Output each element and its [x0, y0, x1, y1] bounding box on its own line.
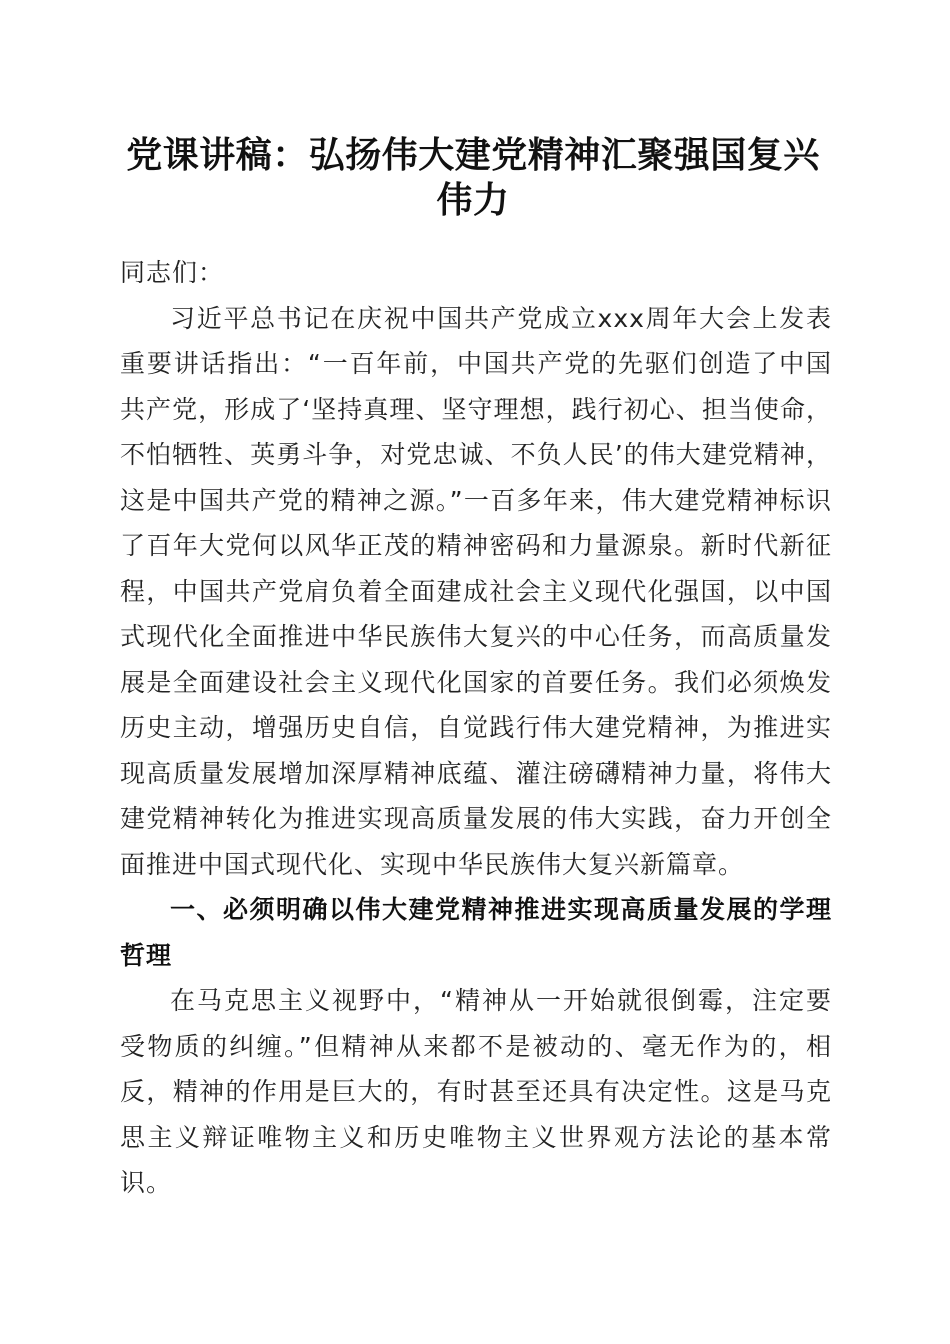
section-heading: 一、必须明确以伟大建党精神推进实现高质量发展的学理哲理 [120, 895, 832, 970]
document-body [120, 250, 832, 1206]
document-title: 党课讲稿：弘扬伟大建党精神汇聚强国复兴伟力 [126, 134, 820, 221]
salutation: 同志们： [120, 258, 225, 287]
section-paragraph: 在马克思主义视野中，“精神从一开始就很倒霉，注定要受物质的纠缠。”但精神从来都不是被动的、毫无作为的，相反，精神的作用是巨大的，有时甚至还具有决定性。这是马克思主义辩证唯物主义和历史唯物主义世界观方法论的基本常识。 [120, 986, 832, 1197]
intro-paragraph: 习近平总书记在庆祝中国共产党成立xxx周年大会上发表重要讲话指出：“一百年前，中国共产党的先驱们创造了中国共产党，形成了‘坚持真理、坚守理想，践行初心、担当使命，不怕牺牲、英勇斗争，对党忠诚、不负人民’的伟大建党精神，这是中国共产党的精神之源。”一百多年来，伟大建党精神标识了百年大党何以风华正茂的精神密码和力量源泉。新时代新征程，中国共产党肩负着全面建成社会主义现代化强国，以中国式现代化全面推进中华民族伟大复兴的中心任务，而高质量发展是全面建设社会主义现代化国家的首要任务。我们必须焕发历史主动，增强历史自信，自觉践行伟大建党精神，为推进实现高质量发展增加深厚精神底蕴、灌注磅礴精神力量，将伟大建党精神转化为推进实现高质量发展的伟大实践，奋力开创全面推进中国式现代化、实现中华民族伟大复兴新篇章。 [120, 303, 832, 879]
